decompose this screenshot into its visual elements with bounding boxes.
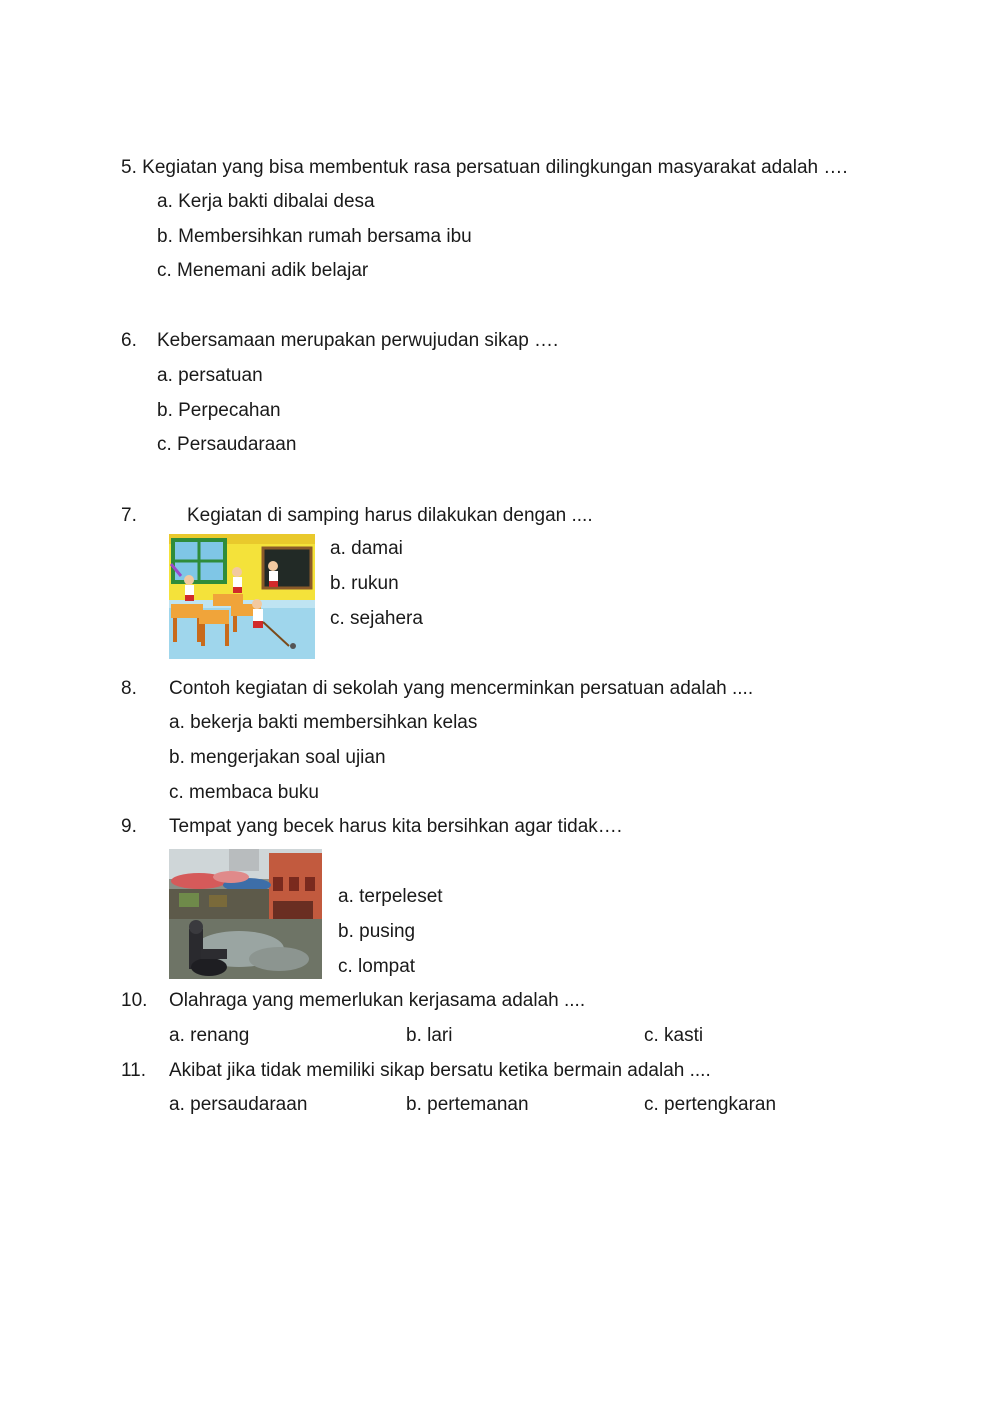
question-9-option-c[interactable]: c. lompat xyxy=(338,956,416,977)
question-5-option-b[interactable]: b. Membersihkan rumah bersama ibu xyxy=(157,226,472,247)
muddy-market-image xyxy=(169,849,322,979)
question-6-option-b[interactable]: b. Perpecahan xyxy=(157,400,281,421)
question-9-option-a[interactable]: a. terpeleset xyxy=(338,886,443,907)
question-7-option-b[interactable]: b. rukun xyxy=(330,573,399,594)
question-7-number: 7. xyxy=(121,505,137,526)
question-6-text: Kebersamaan merupakan perwujudan sikap …. xyxy=(157,330,559,351)
question-6-option-a[interactable]: a. persatuan xyxy=(157,365,263,386)
question-8-option-b[interactable]: b. mengerjakan soal ujian xyxy=(169,747,386,768)
question-8-number: 8. xyxy=(121,678,137,699)
question-11-option-b[interactable]: b. pertemanan xyxy=(406,1094,529,1115)
question-6-option-c[interactable]: c. Persaudaraan xyxy=(157,434,297,455)
question-7-text: Kegiatan di samping harus dilakukan dengan .... xyxy=(187,505,593,526)
question-10-option-a[interactable]: a. renang xyxy=(169,1025,250,1046)
question-10-text: Olahraga yang memerlukan kerjasama adalah .... xyxy=(169,990,586,1011)
question-7-option-c[interactable]: c. sejahera xyxy=(330,608,423,629)
question-11-text: Akibat jika tidak memiliki sikap bersatu ketika bermain adalah .... xyxy=(169,1060,711,1081)
question-10-option-c[interactable]: c. kasti xyxy=(644,1025,704,1046)
question-11-option-a[interactable]: a. persaudaraan xyxy=(169,1094,308,1115)
question-9-number: 9. xyxy=(121,816,137,837)
question-10-number: 10. xyxy=(121,990,148,1011)
question-10-option-b[interactable]: b. lari xyxy=(406,1025,453,1046)
question-5-option-a[interactable]: a. Kerja bakti dibalai desa xyxy=(157,191,375,212)
question-7-option-a[interactable]: a. damai xyxy=(330,538,403,559)
question-5 xyxy=(121,157,848,179)
question-11-option-c[interactable]: c. pertengkaran xyxy=(644,1094,777,1115)
question-5-number: 5. xyxy=(121,157,137,178)
question-11-number: 11. xyxy=(121,1060,147,1081)
question-5-option-c[interactable]: c. Menemani adik belajar xyxy=(157,260,369,281)
question-8-option-c[interactable]: c. membaca buku xyxy=(169,782,319,803)
question-5-text: Kegiatan yang bisa membentuk rasa persatuan dilingkungan masyarakat adalah …. xyxy=(142,157,848,178)
question-8-option-a[interactable]: a. bekerja bakti membersihkan kelas xyxy=(169,712,478,733)
question-6-number: 6. xyxy=(121,330,137,351)
question-8-text: Contoh kegiatan di sekolah yang mencerminkan persatuan adalah .... xyxy=(169,678,754,699)
question-9-text: Tempat yang becek harus kita bersihkan agar tidak…. xyxy=(169,816,623,837)
classroom-cleaning-image xyxy=(169,534,315,659)
question-9-option-b[interactable]: b. pusing xyxy=(338,921,416,942)
